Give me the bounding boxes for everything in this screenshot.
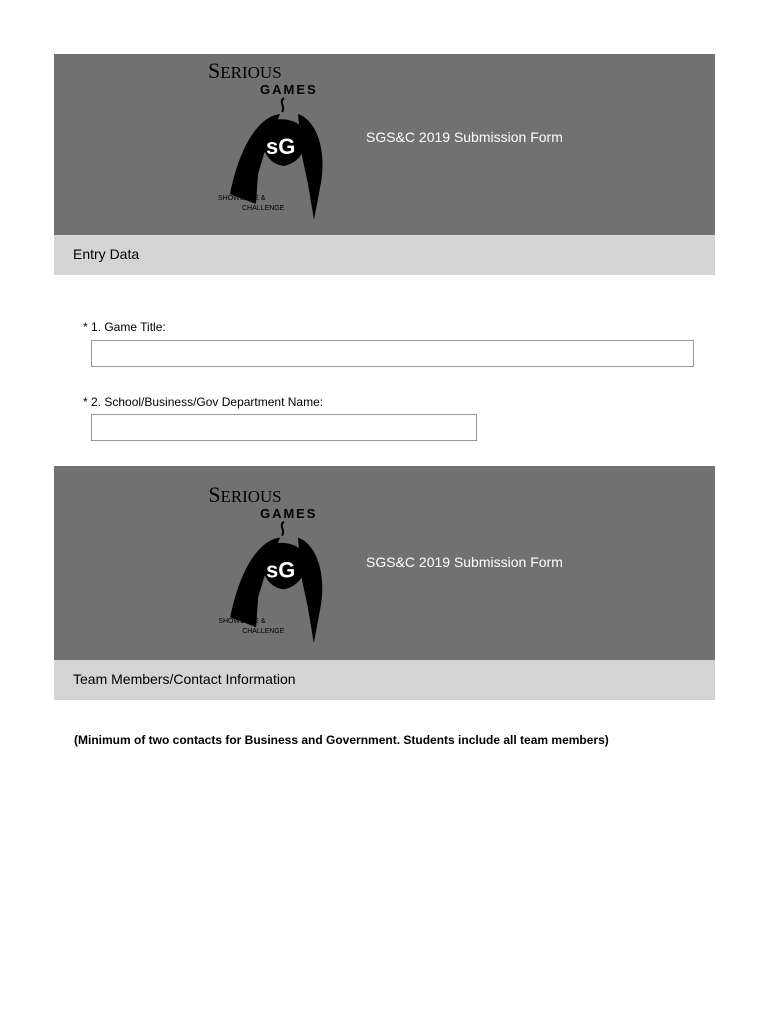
- svg-text:GAMES: GAMES: [260, 82, 318, 97]
- svg-text:SHOWCASE &: SHOWCASE &: [218, 618, 266, 626]
- section-title: Entry Data: [73, 246, 140, 262]
- game-title-label: * 1. Game Title:: [83, 320, 166, 334]
- svg-text:SERIOUS: SERIOUS: [208, 482, 282, 507]
- section-header-team-members: [54, 660, 715, 700]
- svg-text:GAMES: GAMES: [260, 505, 318, 521]
- department-name-input[interactable]: [91, 414, 477, 441]
- serious-games-logo: [204, 478, 354, 658]
- serious-games-logo: [204, 54, 354, 235]
- svg-text:SHOWCASE &: SHOWCASE &: [218, 195, 266, 202]
- header-banner: [54, 466, 715, 660]
- team-members-note: (Minimum of two contacts for Business and Government. Students include all team members): [74, 733, 609, 747]
- svg-text:sG: sG: [266, 557, 296, 583]
- form-title: SGS&C 2019 Submission Form: [366, 129, 563, 145]
- form-title: SGS&C 2019 Submission Form: [366, 554, 563, 570]
- department-name-label: * 2. School/Business/Gov Department Name:: [83, 395, 324, 409]
- section-header-entry-data: [54, 235, 715, 275]
- section-title: Team Members/Contact Information: [73, 671, 296, 687]
- game-title-input[interactable]: [91, 340, 694, 367]
- header-banner: [54, 54, 715, 235]
- svg-text:SERIOUS: SERIOUS: [208, 58, 282, 83]
- svg-text:CHALLENGE: CHALLENGE: [242, 205, 285, 212]
- svg-text:sG: sG: [266, 134, 296, 159]
- svg-text:CHALLENGE: CHALLENGE: [242, 628, 285, 636]
